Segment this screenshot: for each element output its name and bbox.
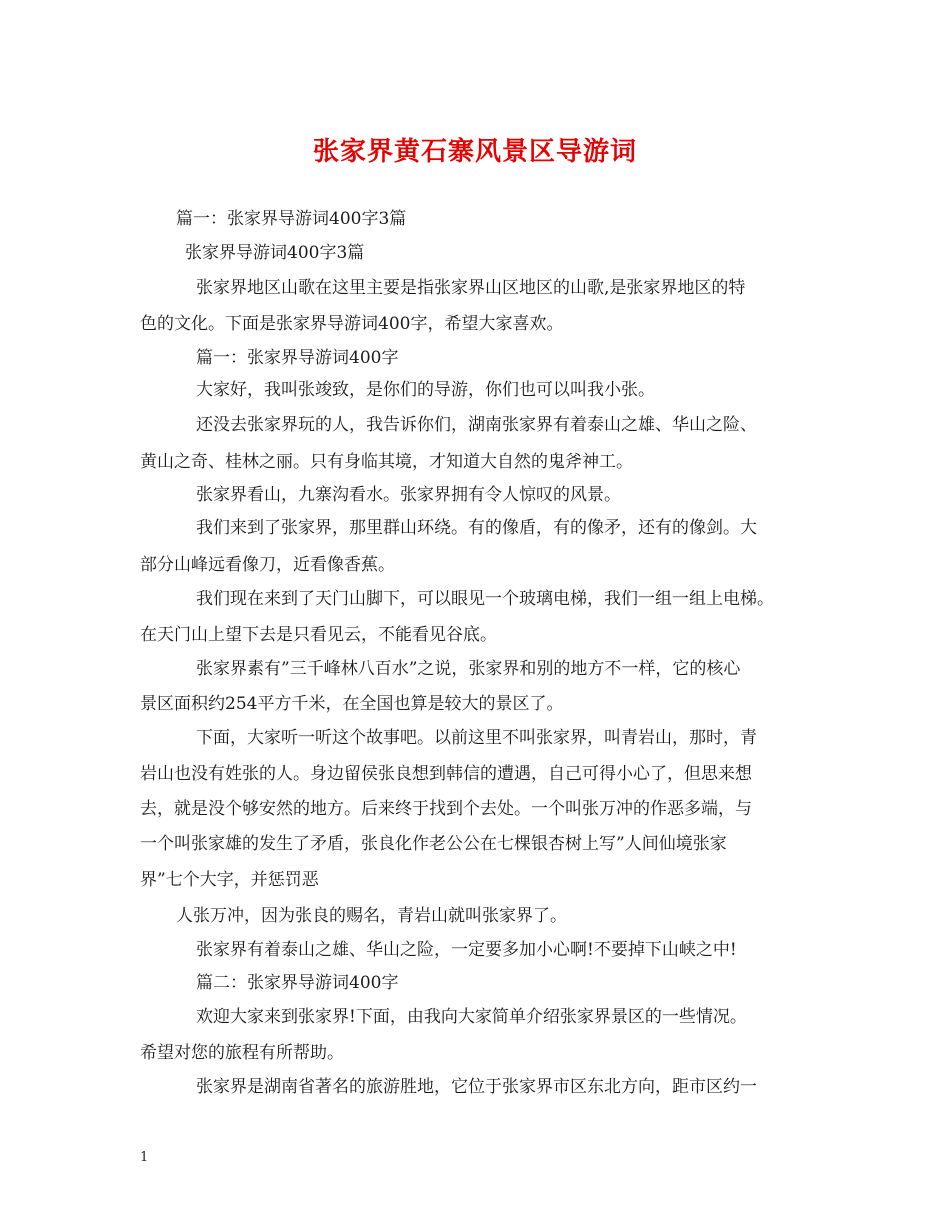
- text-line: 我们现在来到了天门山脚下，可以眼见一个玻璃电梯，我们一组一组上电梯。: [196, 589, 774, 609]
- text-line: 下面，大家听一听这个故事吧。以前这里不叫张家界，叫青岩山，那时，青: [196, 728, 757, 748]
- text-line: 张家界地区山歌在这里主要是指张家界山区地区的山歌,是张家界地区的特: [196, 278, 746, 298]
- text-line: 篇二：张家界导游词400字: [196, 973, 399, 993]
- text-line: 还没去张家界玩的人，我告诉你们，湖南张家界有着泰山之雄、华山之险、: [196, 415, 757, 435]
- text-line: 大家好，我叫张竣致，是你们的导游，你们也可以叫我小张。: [196, 380, 655, 400]
- text-line: 欢迎大家来到张家界!下面，由我向大家简单介绍张家界景区的一些情况。: [196, 1007, 747, 1027]
- text-line: 黄山之奇、桂林之丽。只有身临其境，才知道大自然的鬼斧神工。: [140, 452, 633, 472]
- document-title: 张家界黄石寨风景区导游词: [312, 137, 637, 167]
- text-line: 去，就是没个够安然的地方。后来终于找到个去处。一个叫张万冲的作恶多端，与: [140, 799, 752, 819]
- text-line: 岩山也没有姓张的人。身边留侯张良想到韩信的遭遇，自己可得小心了，但思来想: [140, 764, 752, 784]
- text-line: 张家界素有”三千峰林八百水”之说，张家界和别的地方不一样，它的核心: [196, 659, 741, 679]
- text-line: 张家界是湖南省著名的旅游胜地，它位于张家界市区东北方向，距市区约一: [196, 1077, 757, 1097]
- text-line: 人张万冲，因为张良的赐名，青岩山就叫张家界了。: [176, 906, 567, 926]
- text-line: 界”七个大字，并惩罚恶: [140, 870, 319, 890]
- text-line: 我们来到了张家界，那里群山环绕。有的像盾，有的像矛，还有的像剑。大: [196, 518, 757, 538]
- text-line: 希望对您的旅程有所帮助。: [140, 1043, 344, 1063]
- text-line: 在天门山上望下去是只看见云，不能看见谷底。: [140, 625, 497, 645]
- text-line: 张家界有着泰山之雄、华山之险，一定要多加小心啊!不要掉下山峡之中!: [196, 940, 737, 960]
- text-line: 景区面积约254平方千米，在全国也算是较大的景区了。: [140, 694, 564, 714]
- text-line: 一个叫张家雄的发生了矛盾，张良化作老公公在七棵银杏树上写”人间仙境张家: [140, 834, 727, 854]
- text-line: 部分山峰远看像刀，近看像香蕉。: [140, 555, 395, 575]
- text-line: 张家界看山，九寨沟看水。张家界拥有令人惊叹的风景。: [196, 485, 621, 505]
- page-number: 1: [140, 1150, 149, 1165]
- text-line: 色的文化。下面是张家界导游词400字，希望大家喜欢。: [140, 314, 564, 334]
- text-line: 篇一：张家界导游词400字3篇: [176, 209, 407, 229]
- text-line: 张家界导游词400字3篇: [185, 243, 365, 263]
- text-line: 篇一：张家界导游词400字: [196, 348, 399, 368]
